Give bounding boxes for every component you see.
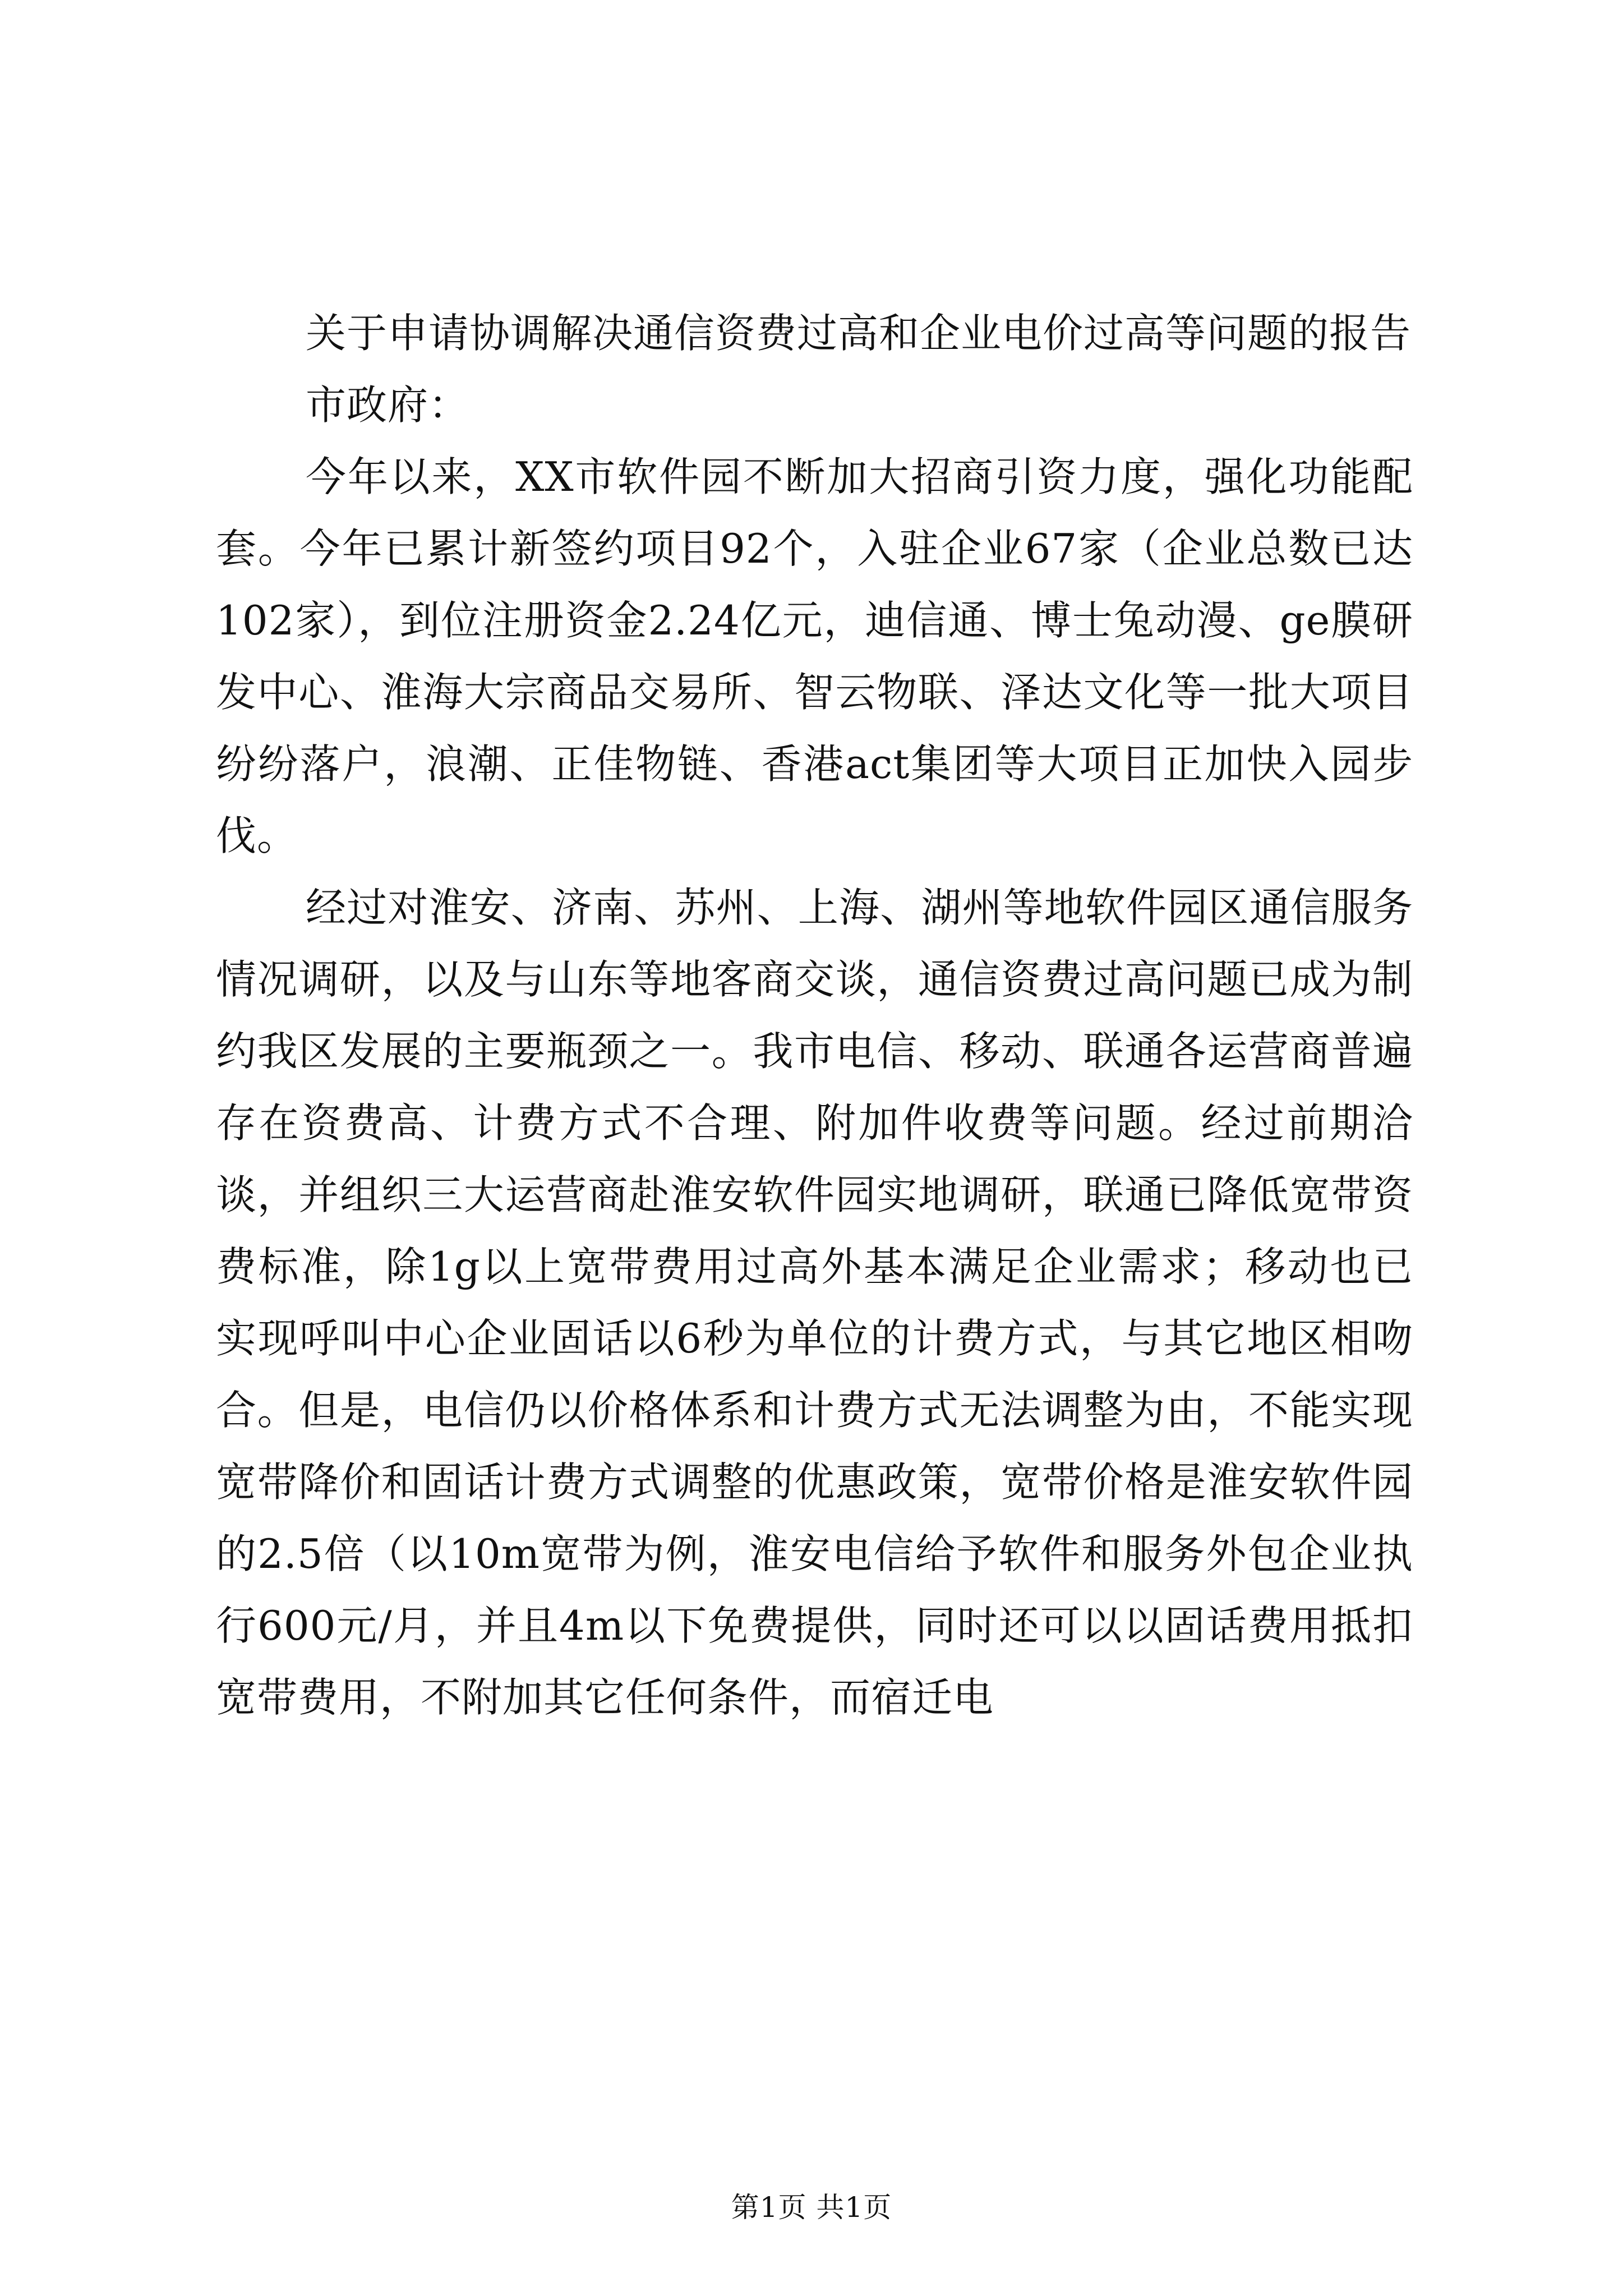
page-footer: 第1页 共1页	[731, 2191, 892, 2224]
document-title: 关于申请协调解决通信资费过高和企业电价过高等问题的报告	[306, 310, 1412, 357]
paragraph-2: 经过对淮安、济南、苏州、上海、湖州等地软件园区通信服务情况调研，以及与山东等地客商交谈，通信资费过高问题已成为制约我区发展的主要瓶颈之一。我市电信、移动、联通各运营商普遍存在资费高、计费方式不合理、附加件收费等问题。经过前期洽谈，并组织三大运营商赴淮安软件园实地调研，联通已降低宽带资费标准，除1g以上宽带费用过高外基本满足企业需求；移动也已实现呼叫中心企业固话以6秒为单位的计费方式，与其它地区相吻合。但是，电信仍以价格体系和计费方式无法调整为由，不能实现宽带降价和固话计费方式调整的优惠政策，宽带价格是淮安软件园的2.5倍（以10m宽带为例，淮安电信给予软件和服务外包企业执行600元/月，并且4m以下免费提供，同时还可以以固话费用抵扣宽带费用，不附加其它任何条件，而宿迁电	[216, 884, 1413, 1721]
paragraph-1: 今年以来，XX市软件园不断加大招商引资力度，强化功能配套。今年已累计新签约项目92个，入驻企业67家（企业总数已达102家），到位注册资金2.24亿元，迪信通、博士兔动漫、ge膜研发中心、淮海大宗商品交易所、智云物联、泽达文化等一批大项目纷纷落户，浪潮、正佳物链、香港act集团等大项目正加快入园步伐。	[216, 453, 1413, 859]
document-body	[216, 297, 1413, 1733]
salutation: 市政府：	[306, 381, 470, 429]
